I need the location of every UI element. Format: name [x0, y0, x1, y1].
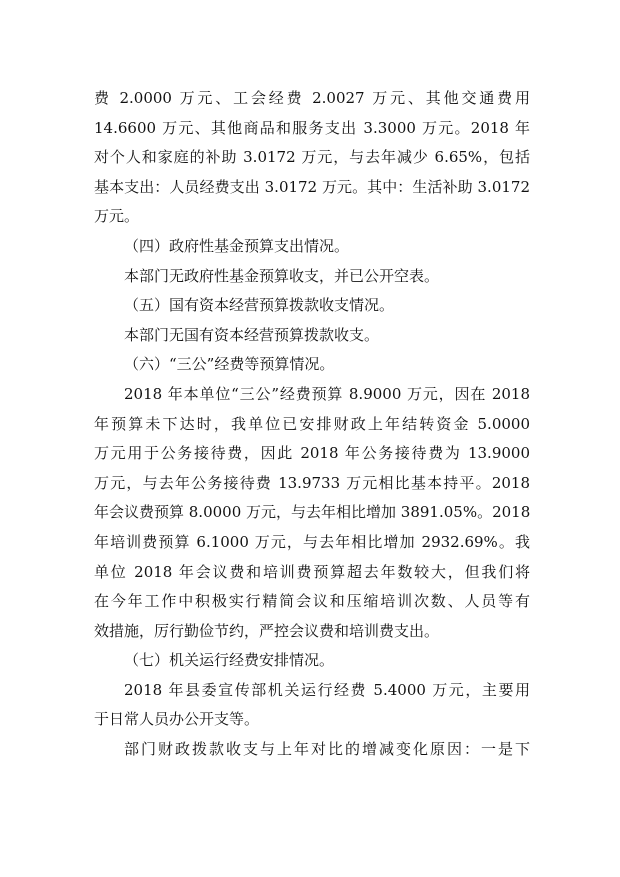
paragraph-p10 [94, 735, 530, 765]
text-line: （六）“三公”经费等预算情况。 [124, 355, 335, 374]
text-line: 年培训费预算 6.1000 万元，与去年相比增加 2932.69%。我 [94, 532, 530, 551]
paragraph-p1 [94, 84, 530, 232]
paragraph-p9 [94, 676, 530, 735]
text-line: 基本支出：人员经费支出 3.0172 万元。其中：生活补助 3.0172 [94, 177, 530, 196]
text-line: 年会议费预算 8.0000 万元，与去年相比增加 3891.05%。2018 [94, 503, 530, 522]
text-line: 效措施，厉行勤俭节约，严控会议费和培训费支出。 [94, 621, 440, 640]
text-line: （五）国有资本经营预算拨款收支情况。 [124, 296, 395, 315]
text-line: 费 2.0000 万元、工会经费 2.0027 万元、其他交通费用 [94, 89, 530, 107]
paragraph-p6 [94, 350, 530, 380]
text-line: 单位 2018 年会议费和培训费预算超去年数较大，但我们将 [94, 562, 530, 581]
text-line: （七）机关运行经费安排情况。 [124, 651, 335, 670]
text-line: 于日常人员办公开支等。 [94, 710, 260, 729]
paragraph-p7 [94, 380, 530, 646]
text-line: （四）政府性基金预算支出情况。 [124, 236, 350, 255]
text-line: 2018 年县委宣传部机关运行经费 5.4000 万元，主要用 [124, 680, 530, 699]
text-line: 对个人和家庭的补助 3.0172 万元，与去年减少 6.65%，包括 [94, 148, 530, 167]
paragraph-p2 [94, 232, 530, 262]
paragraph-p5 [94, 321, 530, 351]
text-line: 万元，与去年公务接待费 13.9733 万元相比基本持平。2018 [94, 473, 530, 492]
paragraph-p8 [94, 646, 530, 676]
text-line: 本部门无国有资本经营预算拨款收支。 [124, 325, 380, 344]
text-line: 本部门无政府性基金预算收支，并已公开空表。 [124, 266, 440, 285]
text-line: 2018 年本单位“三公”经费预算 8.9000 万元，因在 2018 [124, 384, 530, 403]
text-line: 在今年工作中积极实行精简会议和压缩培训次数、人员等有 [94, 592, 530, 611]
text-line: 14.6600 万元、其他商品和服务支出 3.3000 万元。2018 年 [94, 118, 530, 137]
text-line: 万元。 [94, 207, 140, 226]
paragraph-p3 [94, 262, 530, 292]
text-line: 部门财政拨款收支与上年对比的增减变化原因：一是下 [124, 740, 530, 759]
text-line: 万元用于公务接待费，因此 2018 年公务接待费为 13.9000 [94, 444, 530, 463]
document-body [94, 84, 530, 765]
text-line: 年预算未下达时，我单位已安排财政上年结转资金 5.0000 [94, 414, 530, 433]
paragraph-p4 [94, 291, 530, 321]
